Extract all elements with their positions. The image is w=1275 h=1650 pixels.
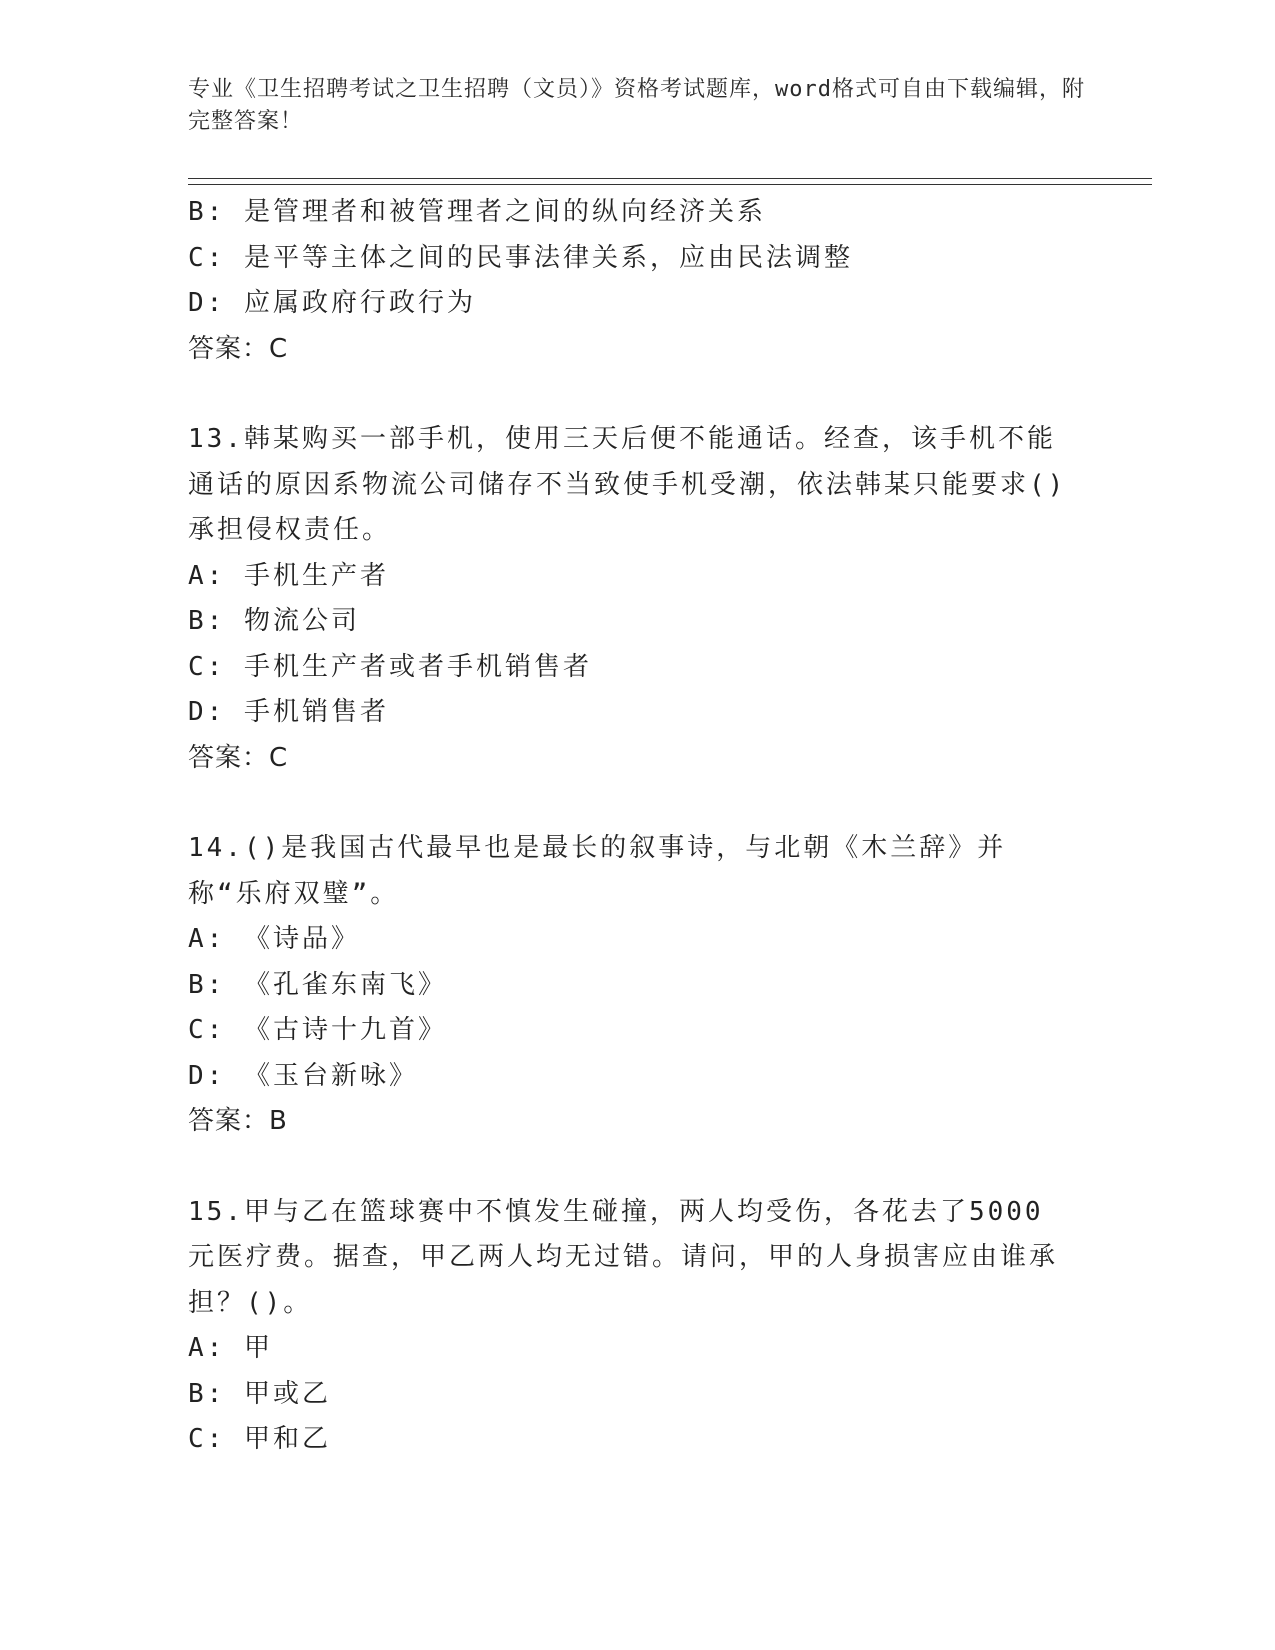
page-header: 专业《卫生招聘考试之卫生招聘（文员）》资格考试题库，word格式可自由下载编辑，附完整答案！ <box>188 77 1085 134</box>
option-d: D: 《玉台新咏》 <box>188 1060 418 1091</box>
option-a: A: 手机生产者 <box>188 560 389 591</box>
question-content <box>188 190 1068 1463</box>
question-13 <box>188 417 1068 781</box>
question-stem: 13.韩某购买一部手机，使用三天后便不能通话。经查，该手机不能通话的原因系物流公司储存不当致使手机受潮，依法韩某只能要求()承担侵权责任。 <box>188 424 1067 545</box>
answer-text: 答案：C <box>188 333 289 364</box>
option-c: C: 甲和乙 <box>188 1424 331 1454</box>
header-divider <box>188 178 1152 185</box>
question-15 <box>188 1190 1068 1463</box>
answer-text: 答案：C <box>188 742 289 773</box>
option-a: A: 《诗品》 <box>188 924 360 954</box>
answer-text: 答案：B <box>188 1106 288 1136</box>
question-14 <box>188 826 1068 1145</box>
option-a: A: 甲 <box>188 1333 273 1363</box>
option-c: C: 《古诗十九首》 <box>188 1015 447 1045</box>
question-stem: 15.甲与乙在篮球赛中不慎发生碰撞，两人均受伤，各花去了5000元医疗费。据查，甲乙两人均无过错。请问，甲的人身损害应由谁承担？()。 <box>188 1196 1059 1318</box>
option-b: B: 甲或乙 <box>188 1378 331 1409</box>
option-d: D: 手机销售者 <box>188 697 389 727</box>
option-d: D: 应属政府行政行为 <box>188 288 476 318</box>
option-b: B: 物流公司 <box>188 606 360 636</box>
option-b: B: 《孔雀东南飞》 <box>188 969 447 1000</box>
question-stem: 14.()是我国古代最早也是最长的叙事诗，与北朝《木兰辞》并称“乐府双璧”。 <box>188 833 1007 909</box>
option-c: C: 手机生产者或者手机销售者 <box>188 651 592 682</box>
option-c: C: 是平等主体之间的民事法律关系，应由民法调整 <box>188 242 853 273</box>
prev-question-block <box>188 190 1068 372</box>
option-b: B: 是管理者和被管理者之间的纵向经济关系 <box>188 197 766 227</box>
